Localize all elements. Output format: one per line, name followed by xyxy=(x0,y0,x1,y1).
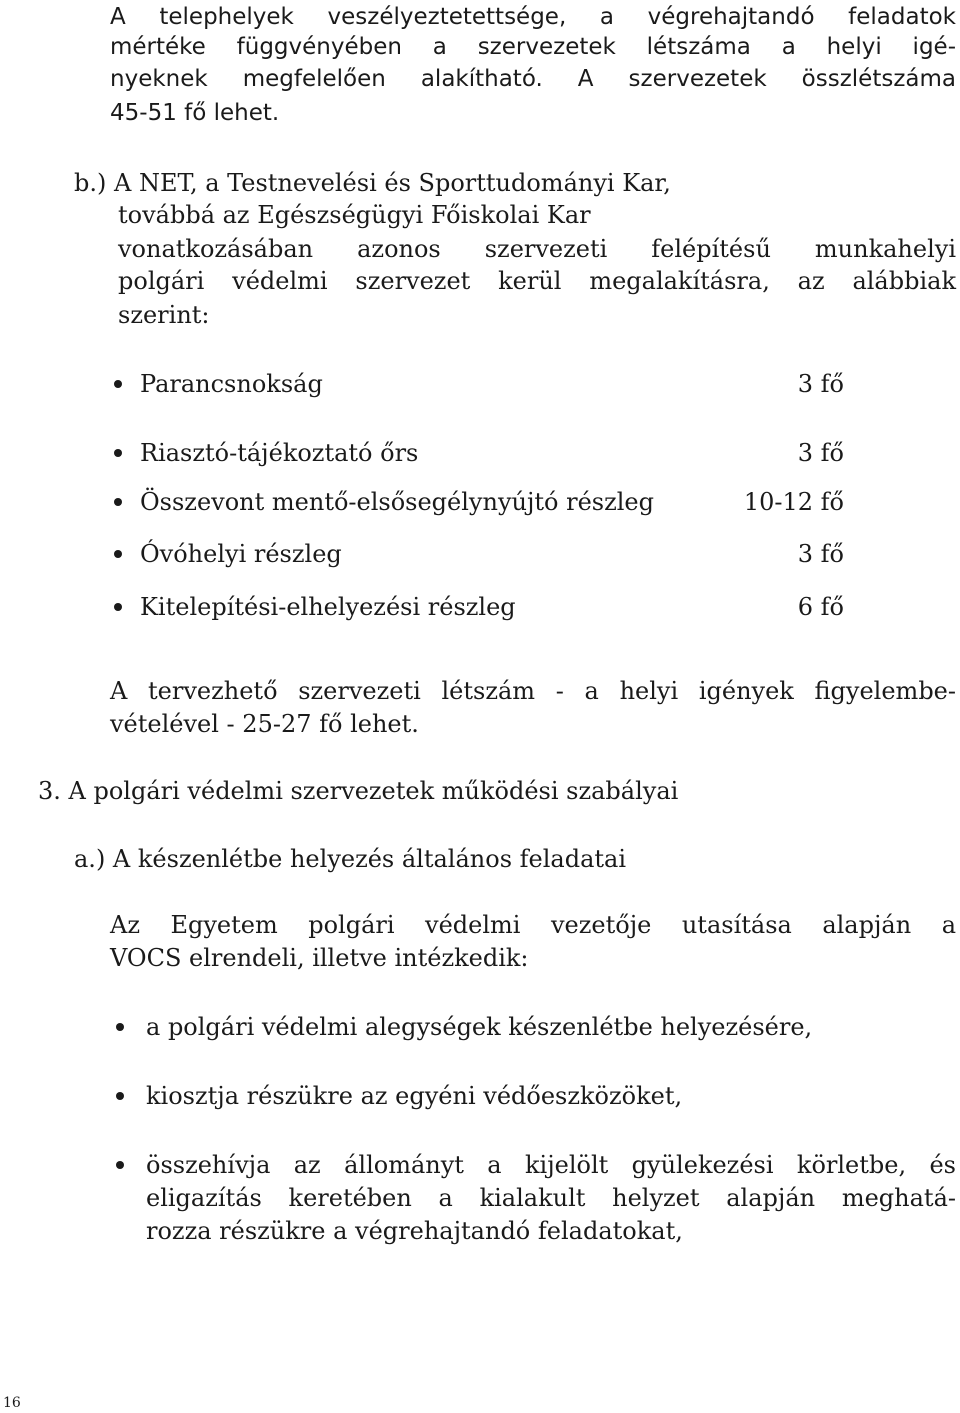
bullet-icon xyxy=(114,603,122,611)
unit-name: Parancsnokság xyxy=(140,370,323,398)
bullet-icon xyxy=(114,550,122,558)
section-subheading: a.) A készenlétbe helyezés általános feladatai xyxy=(74,845,627,873)
task-line: kiosztja részükre az egyéni védőeszközöket, xyxy=(146,1082,683,1110)
task-line: eligazítás keretében a kialakult helyzet alapján meghatá- xyxy=(146,1184,956,1212)
task-line: összehívja az állományt a kijelölt gyülekezési körletbe, és xyxy=(146,1151,956,1179)
section-b-line: b.) A NET, a Testnevelési és Sporttudományi Kar, xyxy=(74,169,671,197)
bullet-icon xyxy=(116,1161,124,1169)
unit-count: 3 fő xyxy=(797,540,844,568)
intro-line: nyeknek megfelelően alakítható. A szervezetek összlétszáma xyxy=(110,66,956,92)
page-number: 16 xyxy=(3,1395,21,1411)
intro-line: mértéke függvényében a szervezetek létszáma a helyi igé- xyxy=(110,34,956,60)
bullet-icon xyxy=(116,1023,124,1031)
summary-line: vételével - 25-27 fő lehet. xyxy=(110,710,419,738)
unit-name: Riasztó-tájékoztató őrs xyxy=(140,439,419,467)
section-b-line: polgári védelmi szervezet kerül megalakításra, az alábbiak xyxy=(118,267,956,295)
section-b-line: vonatkozásában azonos szervezeti felépítésű munkahelyi xyxy=(118,235,956,263)
section-b-line: továbbá az Egészségügyi Főiskolai Kar xyxy=(118,201,591,229)
task-line: rozza részükre a végrehajtandó feladatokat, xyxy=(146,1217,683,1245)
bullet-icon xyxy=(114,498,122,506)
unit-count: 3 fő xyxy=(797,439,844,467)
unit-count: 10-12 fő xyxy=(743,488,844,516)
unit-name: Kitelepítési-elhelyezési részleg xyxy=(140,593,516,621)
intro-line: 45-51 fő lehet. xyxy=(110,100,280,126)
bullet-icon xyxy=(114,380,122,388)
bullet-icon xyxy=(116,1092,124,1100)
unit-name: Óvóhelyi részleg xyxy=(140,540,342,568)
bullet-icon xyxy=(114,449,122,457)
section-3-intro-line: VOCS elrendeli, illetve intézkedik: xyxy=(110,944,529,972)
section-b-line: szerint: xyxy=(118,301,210,329)
intro-line: A telephelyek veszélyeztetettsége, a végrehajtandó feladatok xyxy=(110,4,956,30)
task-line: a polgári védelmi alegységek készenlétbe helyezésére, xyxy=(146,1013,813,1041)
unit-count: 6 fő xyxy=(797,593,844,621)
unit-name: Összevont mentő-elsősegélynyújtó részleg xyxy=(140,488,654,516)
section-heading: 3. A polgári védelmi szervezetek működési szabályai xyxy=(38,777,679,805)
summary-line: A tervezhető szervezeti létszám - a helyi igények figyelembe- xyxy=(110,677,956,705)
unit-count: 3 fő xyxy=(797,370,844,398)
section-3-intro-line: Az Egyetem polgári védelmi vezetője utasítása alapján a xyxy=(110,911,956,939)
